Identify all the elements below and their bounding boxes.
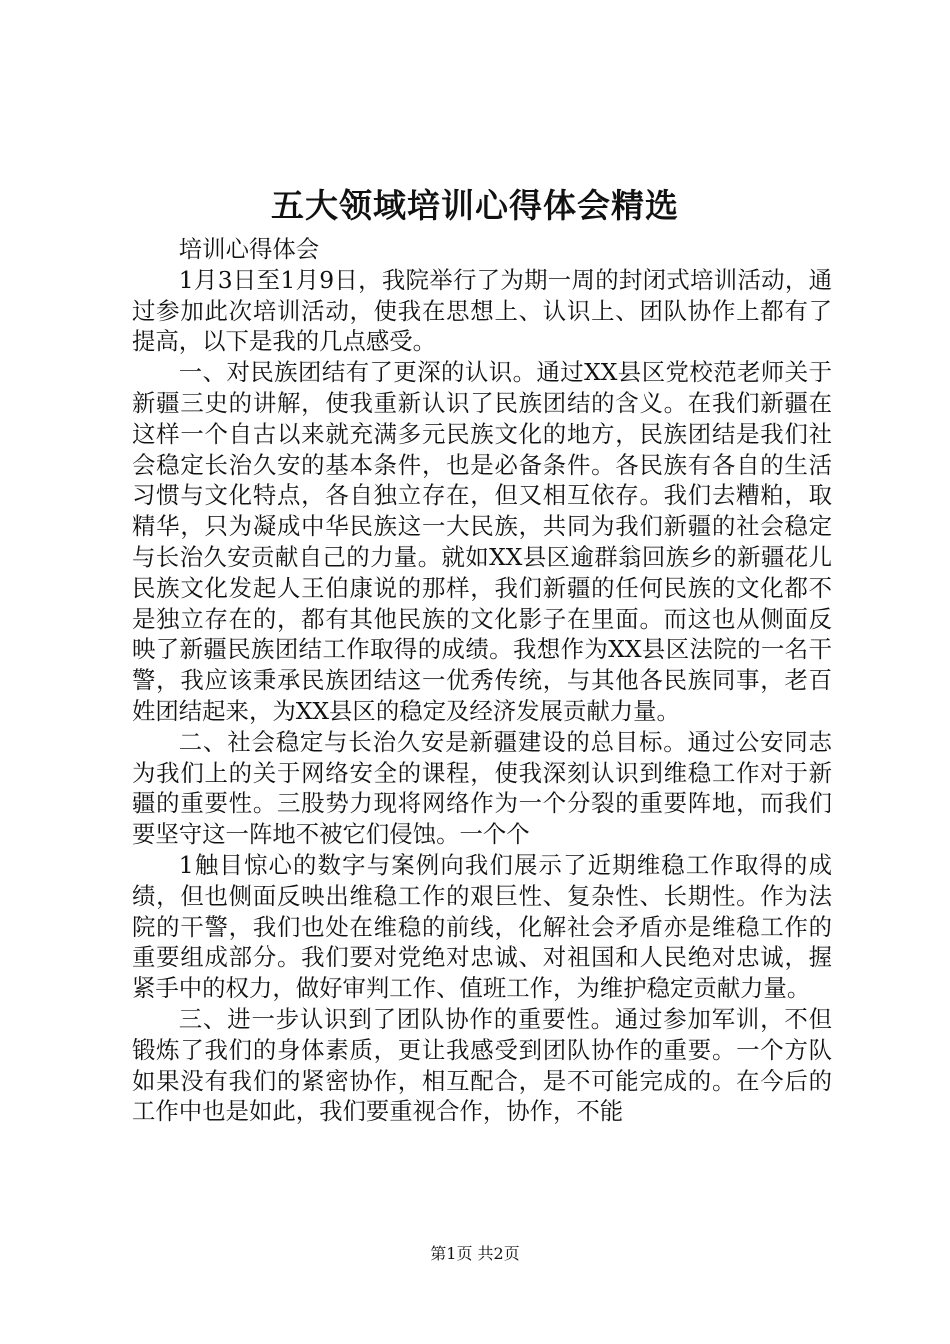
paragraph-intro: 1月3日至1月9日，我院举行了为期一周的封闭式培训活动，通过参加此次培训活动，使我在思想上、认识上、团队协作上都有了提高，以下是我的几点感受。 [132,265,832,356]
paragraph-ethnic-unity: 一、对民族团结有了更深的认识。通过XX县区党校范老师关于新疆三史的讲解，使我重新认识了民族团结的含义。在我们新疆在这样一个自古以来就充满多元民族文化的地方，民族团结是我们社会稳定长治久安的基本条件，也是必备条件。各民族有各自的生活习惯与文化特点，各自独立存在，但又相互依存。我们去糟粕，取精华，只为凝成中华民族这一大民族，共同为我们新疆的社会稳定与长治久安贡献自己的力量。就如XX县区逾群翁回族乡的新疆花儿民族文化发起人王伯康说的那样，我们新疆的任何民族的文化都不是独立存在的，都有其他民族的文化影子在里面。而这也从侧面反映了新疆民族团结工作取得的成绩。我想作为XX县区法院的一名干警，我应该秉承民族团结这一优秀传统，与其他各民族同事，老百姓团结起来，为XX县区的稳定及经济发展贡献力量。 [132,358,832,725]
paragraph-social-stability: 二、社会稳定与长治久安是新疆建设的总目标。通过公安同志为我们上的关于网络安全的课程，使我深刻认识到维稳工作对于新疆的重要性。三股势力现将网络作为一个分裂的重要阵地，而我们要坚守这一阵地不被它们侵蚀。一个个 [132,727,832,849]
paragraph-stability-work: 1触目惊心的数字与案例向我们展示了近期维稳工作取得的成绩，但也侧面反映出维稳工作的艰巨性、复杂性、长期性。作为法院的干警，我们也处在维稳的前线，化解社会矛盾亦是维稳工作的重要组成部分。我们要对党绝对忠诚、对祖国和人民绝对忠诚，握紧手中的权力，做好审判工作、值班工作，为维护稳定贡献力量。 [132,850,832,1003]
document-body [132,234,832,1127]
page-number-footer: 第1页 共2页 [430,1244,520,1263]
paragraph-subtitle: 培训心得体会 [178,235,320,263]
paragraph-teamwork: 三、进一步认识到了团队协作的重要性。通过参加军训，不但锻炼了我们的身体素质，更让我感受到团队协作的重要。一个方队如果没有我们的紧密协作，相互配合，是不可能完成的。在今后的工作中也是如此，我们要重视合作，协作，不能 [132,1004,832,1126]
document-title: 五大领域培训心得体会精选 [271,186,679,225]
